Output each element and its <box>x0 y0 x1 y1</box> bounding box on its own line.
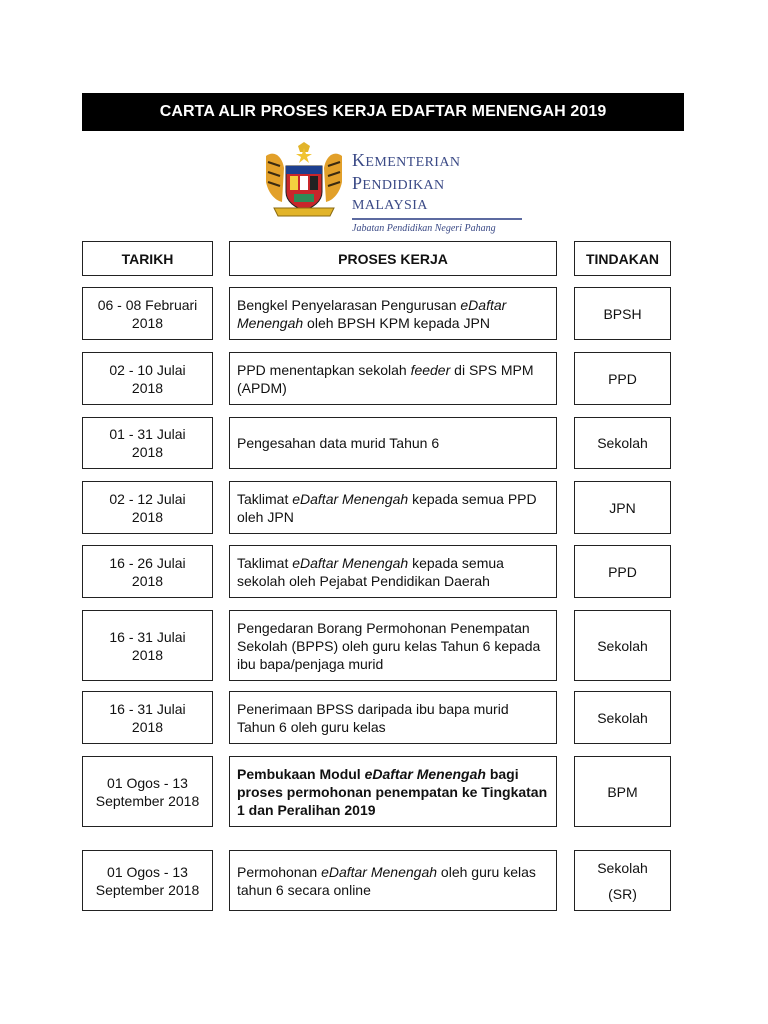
row-proses-kerja <box>229 481 557 534</box>
tindakan-text: Sekolah <box>597 435 648 451</box>
proses-text: Taklimat eDaftar Menengah kepada semua PPD oleh JPN <box>237 490 537 525</box>
logo-subtitle: Jabatan Pendidikan Negeri Pahang <box>352 223 496 234</box>
tarikh-text: 02 - 10 Julai 2018 <box>109 361 186 396</box>
tarikh-text: 01 Ogos - 13 September 2018 <box>95 863 200 898</box>
tindakan-text: Sekolah <box>597 637 648 654</box>
header-proses-kerja: PROSES KERJA <box>229 241 557 276</box>
row-proses-kerja <box>229 287 557 340</box>
tindakan-text: BPSH <box>603 305 642 322</box>
tindakan-text: JPN <box>609 499 636 516</box>
row-proses-kerja <box>229 691 557 744</box>
tindakan-text: PPD <box>608 563 637 580</box>
proses-text: Bengkel Penyelarasan Pengurusan eDaftar Menengah oleh BPSH KPM kepada JPN <box>237 296 507 331</box>
row-tindakan <box>574 287 671 340</box>
tindakan-text: BPM <box>607 783 638 800</box>
tindakan-text: Sekolah <box>597 859 648 876</box>
row-tarikh <box>82 417 213 469</box>
row-tarikh <box>82 850 213 911</box>
tarikh-text: 06 - 08 Februari 2018 <box>97 296 198 331</box>
tarikh-text: 01 - 31 Julai 2018 <box>109 426 186 460</box>
logo-line2-cap: P <box>352 173 363 193</box>
row-tarikh <box>82 287 213 340</box>
tindakan-text: PPD <box>608 370 637 387</box>
proses-text: Penerimaan BPSS daripada ibu bapa murid Tahun 6 oleh guru kelas <box>237 700 509 735</box>
tarikh-text: 16 - 26 Julai 2018 <box>109 554 186 589</box>
logo-line1-rest: EMENTERIAN <box>365 155 461 170</box>
row-proses-kerja <box>229 610 557 681</box>
tindakan-subtext: (SR) <box>608 885 637 902</box>
row-tarikh <box>82 691 213 744</box>
row-tindakan <box>574 545 671 598</box>
header-tarikh: TARIKH <box>82 241 213 276</box>
tarikh-text: 02 - 12 Julai 2018 <box>109 490 186 525</box>
row-proses-kerja <box>229 545 557 598</box>
tindakan-text: Sekolah <box>597 709 648 726</box>
proses-text: Pengedaran Borang Permohonan Penempatan Sekolah (BPPS) oleh guru kelas Tahun 6 kepada ibu bapa/penjaga murid <box>237 619 541 672</box>
logo-line2-rest: ENDIDIKAN <box>362 178 445 193</box>
row-tindakan <box>574 352 671 405</box>
tarikh-text: 16 - 31 Julai 2018 <box>109 628 186 663</box>
tarikh-text: 01 Ogos - 13 September 2018 <box>95 774 200 809</box>
page-title: CARTA ALIR PROSES KERJA EDAFTAR MENENGAH 2019 <box>82 93 684 131</box>
row-tindakan <box>574 417 671 469</box>
row-tindakan <box>574 481 671 534</box>
row-tarikh <box>82 610 213 681</box>
malaysia-coat-of-arms-icon <box>260 142 348 224</box>
row-tindakan <box>574 850 671 911</box>
row-tarikh <box>82 352 213 405</box>
row-proses-kerja <box>229 850 557 911</box>
logo-divider <box>352 218 522 220</box>
header-tindakan: TINDAKAN <box>574 241 671 276</box>
row-tindakan <box>574 691 671 744</box>
row-tarikh <box>82 545 213 598</box>
proses-text: Pengesahan data murid Tahun 6 <box>237 435 440 451</box>
row-tarikh <box>82 756 213 827</box>
proses-text: Permohonan eDaftar Menengah oleh guru kelas tahun 6 secara online <box>237 863 536 898</box>
row-tindakan <box>574 610 671 681</box>
proses-text: Pembukaan Modul eDaftar Menengah bagi proses permohonan penempatan ke Tingkatan 1 dan Peralihan 2019 <box>237 765 548 818</box>
proses-text: Taklimat eDaftar Menengah kepada semua sekolah oleh Pejabat Pendidikan Daerah <box>237 554 504 589</box>
logo-line1-cap: K <box>352 150 366 170</box>
row-tindakan <box>574 756 671 827</box>
row-proses-kerja <box>229 756 557 827</box>
logo-line3: MALAYSIA <box>352 198 428 213</box>
proses-text: PPD menentapkan sekolah feeder di SPS MPM (APDM) <box>237 361 534 396</box>
ministry-logo <box>260 142 530 232</box>
row-proses-kerja <box>229 352 557 405</box>
tarikh-text: 16 - 31 Julai 2018 <box>109 700 186 735</box>
row-tarikh <box>82 481 213 534</box>
row-proses-kerja <box>229 417 557 469</box>
